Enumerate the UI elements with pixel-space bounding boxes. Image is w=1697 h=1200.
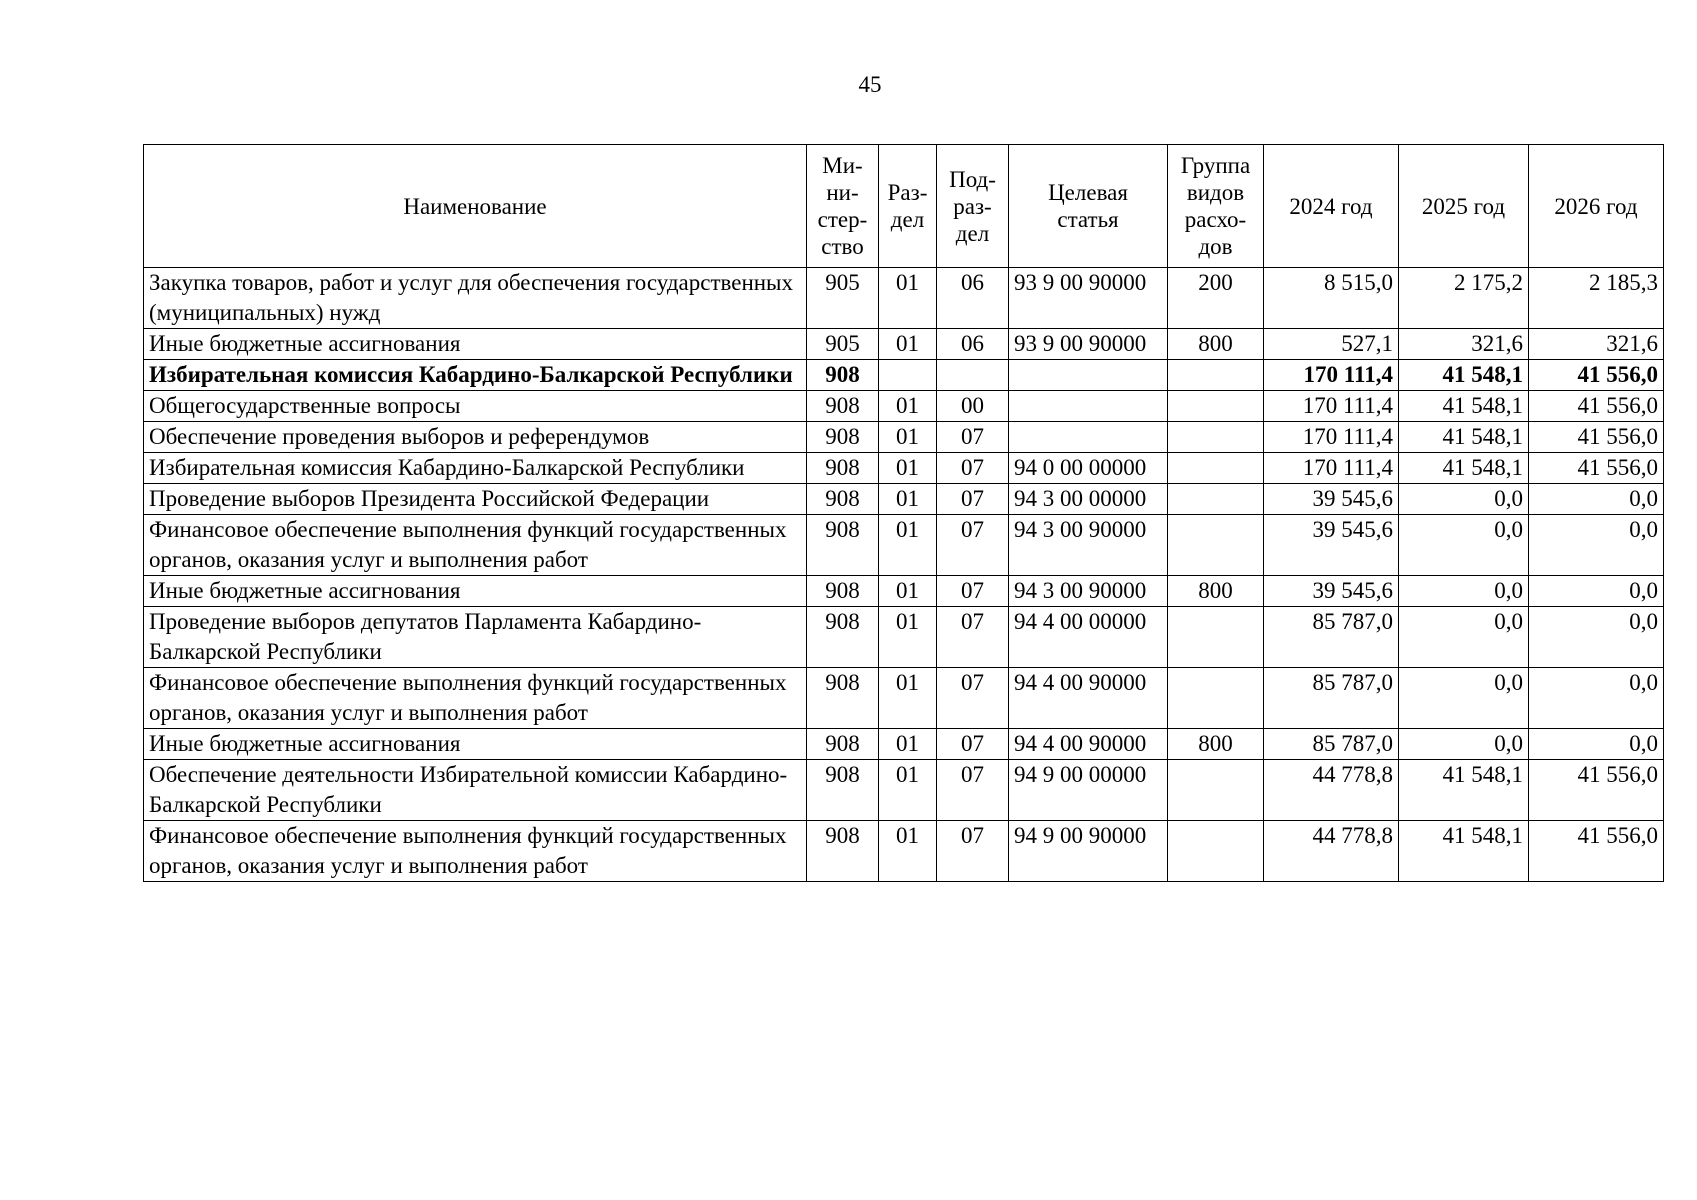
cell-section: 01 — [879, 422, 937, 453]
cell-y2026: 41 556,0 — [1529, 453, 1664, 484]
cell-subsection: 07 — [937, 422, 1009, 453]
cell-target: 94 4 00 00000 — [1009, 607, 1168, 668]
cell-subsection: 07 — [937, 453, 1009, 484]
cell-target: 94 3 00 90000 — [1009, 576, 1168, 607]
cell-target: 94 3 00 90000 — [1009, 515, 1168, 576]
table-row — [144, 729, 1664, 760]
header-target — [1009, 145, 1168, 268]
header-2024: 2024 год — [1264, 145, 1399, 268]
cell-group: 800 — [1168, 329, 1264, 360]
header-target-label: Целевая статья — [1048, 180, 1128, 232]
cell-target: 94 3 00 00000 — [1009, 484, 1168, 515]
cell-subsection: 06 — [937, 268, 1009, 329]
cell-ministry: 908 — [807, 453, 879, 484]
cell-ministry: 905 — [807, 268, 879, 329]
cell-section: 01 — [879, 484, 937, 515]
cell-y2025: 41 548,1 — [1399, 453, 1529, 484]
cell-y2024: 39 545,6 — [1264, 576, 1399, 607]
cell-y2025: 41 548,1 — [1399, 760, 1529, 821]
cell-y2025: 41 548,1 — [1399, 422, 1529, 453]
header-section-label: Раз- дел — [887, 180, 928, 232]
table-row — [144, 268, 1664, 329]
cell-group — [1168, 760, 1264, 821]
cell-section: 01 — [879, 515, 937, 576]
cell-subsection: 06 — [937, 329, 1009, 360]
cell-subsection: 07 — [937, 729, 1009, 760]
cell-ministry: 908 — [807, 760, 879, 821]
cell-section: 01 — [879, 576, 937, 607]
cell-y2026: 0,0 — [1529, 576, 1664, 607]
cell-name: Проведение выборов Президента Российской Федерации — [144, 484, 807, 515]
cell-y2024: 39 545,6 — [1264, 484, 1399, 515]
header-name: Наименование — [144, 145, 807, 268]
table-row — [144, 329, 1664, 360]
cell-subsection: 07 — [937, 760, 1009, 821]
table-row — [144, 484, 1664, 515]
table-row — [144, 668, 1664, 729]
cell-section: 01 — [879, 760, 937, 821]
budget-table — [143, 144, 1664, 882]
table-row — [144, 360, 1664, 391]
table-row — [144, 821, 1664, 882]
cell-group — [1168, 453, 1264, 484]
cell-section: 01 — [879, 453, 937, 484]
cell-y2025: 0,0 — [1399, 607, 1529, 668]
cell-group — [1168, 668, 1264, 729]
cell-target: 94 0 00 00000 — [1009, 453, 1168, 484]
table-row — [144, 422, 1664, 453]
cell-section — [879, 360, 937, 391]
cell-y2025: 0,0 — [1399, 729, 1529, 760]
cell-section: 01 — [879, 668, 937, 729]
cell-subsection: 07 — [937, 668, 1009, 729]
cell-ministry: 908 — [807, 668, 879, 729]
cell-y2026: 41 556,0 — [1529, 391, 1664, 422]
cell-y2024: 8 515,0 — [1264, 268, 1399, 329]
cell-name: Иные бюджетные ассигнования — [144, 729, 807, 760]
table-row — [144, 515, 1664, 576]
cell-group — [1168, 607, 1264, 668]
cell-y2024: 44 778,8 — [1264, 760, 1399, 821]
cell-section: 01 — [879, 268, 937, 329]
header-group — [1168, 145, 1264, 268]
page-number: 45 — [858, 72, 882, 97]
cell-y2024: 170 111,4 — [1264, 391, 1399, 422]
cell-name: Проведение выборов депутатов Парламента Кабардино-Балкарской Республики — [144, 607, 807, 668]
cell-section: 01 — [879, 729, 937, 760]
header-ministry — [807, 145, 879, 268]
cell-y2024: 85 787,0 — [1264, 668, 1399, 729]
cell-y2026: 41 556,0 — [1529, 360, 1664, 391]
cell-y2025: 0,0 — [1399, 515, 1529, 576]
cell-name: Иные бюджетные ассигнования — [144, 576, 807, 607]
cell-ministry: 908 — [807, 821, 879, 882]
cell-section: 01 — [879, 607, 937, 668]
cell-subsection: 07 — [937, 821, 1009, 882]
cell-y2024: 85 787,0 — [1264, 607, 1399, 668]
cell-name: Избирательная комиссия Кабардино-Балкарской Республики — [144, 453, 807, 484]
cell-ministry: 908 — [807, 607, 879, 668]
cell-subsection — [937, 360, 1009, 391]
cell-ministry: 908 — [807, 422, 879, 453]
cell-group — [1168, 391, 1264, 422]
cell-section: 01 — [879, 391, 937, 422]
cell-y2024: 170 111,4 — [1264, 422, 1399, 453]
cell-name: Финансовое обеспечение выполнения функций государственных органов, оказания услуг и выполнения работ — [144, 515, 807, 576]
table-row — [144, 607, 1664, 668]
cell-group — [1168, 821, 1264, 882]
cell-y2024: 170 111,4 — [1264, 453, 1399, 484]
cell-subsection: 07 — [937, 515, 1009, 576]
cell-y2024: 85 787,0 — [1264, 729, 1399, 760]
cell-ministry: 905 — [807, 329, 879, 360]
cell-ministry: 908 — [807, 391, 879, 422]
cell-y2025: 2 175,2 — [1399, 268, 1529, 329]
header-subsection-label: Под- раз- дел — [949, 166, 996, 246]
table-row — [144, 453, 1664, 484]
table-row — [144, 576, 1664, 607]
cell-y2025: 0,0 — [1399, 668, 1529, 729]
cell-y2024: 527,1 — [1264, 329, 1399, 360]
cell-y2026: 41 556,0 — [1529, 821, 1664, 882]
cell-y2024: 39 545,6 — [1264, 515, 1399, 576]
cell-y2026: 0,0 — [1529, 484, 1664, 515]
cell-y2026: 0,0 — [1529, 668, 1664, 729]
cell-y2025: 0,0 — [1399, 484, 1529, 515]
table-header-row — [144, 145, 1664, 268]
cell-y2025: 41 548,1 — [1399, 391, 1529, 422]
cell-group — [1168, 422, 1264, 453]
cell-group: 800 — [1168, 576, 1264, 607]
cell-group — [1168, 515, 1264, 576]
cell-ministry: 908 — [807, 360, 879, 391]
cell-subsection: 07 — [937, 607, 1009, 668]
cell-name: Обеспечение проведения выборов и референдумов — [144, 422, 807, 453]
cell-y2026: 0,0 — [1529, 515, 1664, 576]
cell-name: Финансовое обеспечение выполнения функций государственных органов, оказания услуг и выполнения работ — [144, 668, 807, 729]
cell-target — [1009, 422, 1168, 453]
cell-section: 01 — [879, 821, 937, 882]
cell-y2026: 41 556,0 — [1529, 422, 1664, 453]
cell-group — [1168, 484, 1264, 515]
cell-y2025: 0,0 — [1399, 576, 1529, 607]
cell-ministry: 908 — [807, 729, 879, 760]
cell-name: Иные бюджетные ассигнования — [144, 329, 807, 360]
cell-section: 01 — [879, 329, 937, 360]
cell-y2024: 44 778,8 — [1264, 821, 1399, 882]
cell-name: Закупка товаров, работ и услуг для обеспечения государственных (муниципальных) нужд — [144, 268, 807, 329]
cell-subsection: 00 — [937, 391, 1009, 422]
cell-name: Обеспечение деятельности Избирательной комиссии Кабардино-Балкарской Республики — [144, 760, 807, 821]
cell-name: Избирательная комиссия Кабардино-Балкарской Республики — [144, 360, 807, 391]
cell-ministry: 908 — [807, 484, 879, 515]
header-2025: 2025 год — [1399, 145, 1529, 268]
cell-ministry: 908 — [807, 576, 879, 607]
header-section — [879, 145, 937, 268]
cell-target: 94 4 00 90000 — [1009, 668, 1168, 729]
cell-group: 200 — [1168, 268, 1264, 329]
header-ministry-label: Ми- ни- стер- ство — [817, 153, 868, 259]
cell-y2025: 321,6 — [1399, 329, 1529, 360]
cell-name: Финансовое обеспечение выполнения функций государственных органов, оказания услуг и выполнения работ — [144, 821, 807, 882]
cell-y2024: 170 111,4 — [1264, 360, 1399, 391]
table-row — [144, 391, 1664, 422]
header-subsection — [937, 145, 1009, 268]
cell-target: 93 9 00 90000 — [1009, 329, 1168, 360]
cell-y2026: 0,0 — [1529, 729, 1664, 760]
cell-subsection: 07 — [937, 484, 1009, 515]
cell-target: 94 4 00 90000 — [1009, 729, 1168, 760]
cell-subsection: 07 — [937, 576, 1009, 607]
cell-name: Общегосударственные вопросы — [144, 391, 807, 422]
header-group-label: Группа видов расхо- дов — [1180, 153, 1251, 259]
cell-target: 94 9 00 90000 — [1009, 821, 1168, 882]
cell-y2026: 41 556,0 — [1529, 760, 1664, 821]
cell-group — [1168, 360, 1264, 391]
cell-target — [1009, 391, 1168, 422]
table-row — [144, 760, 1664, 821]
cell-y2026: 321,6 — [1529, 329, 1664, 360]
cell-y2025: 41 548,1 — [1399, 360, 1529, 391]
cell-y2025: 41 548,1 — [1399, 821, 1529, 882]
cell-target: 94 9 00 00000 — [1009, 760, 1168, 821]
cell-y2026: 0,0 — [1529, 607, 1664, 668]
cell-y2026: 2 185,3 — [1529, 268, 1664, 329]
cell-target: 93 9 00 90000 — [1009, 268, 1168, 329]
cell-target — [1009, 360, 1168, 391]
cell-ministry: 908 — [807, 515, 879, 576]
header-2026: 2026 год — [1529, 145, 1664, 268]
cell-group: 800 — [1168, 729, 1264, 760]
